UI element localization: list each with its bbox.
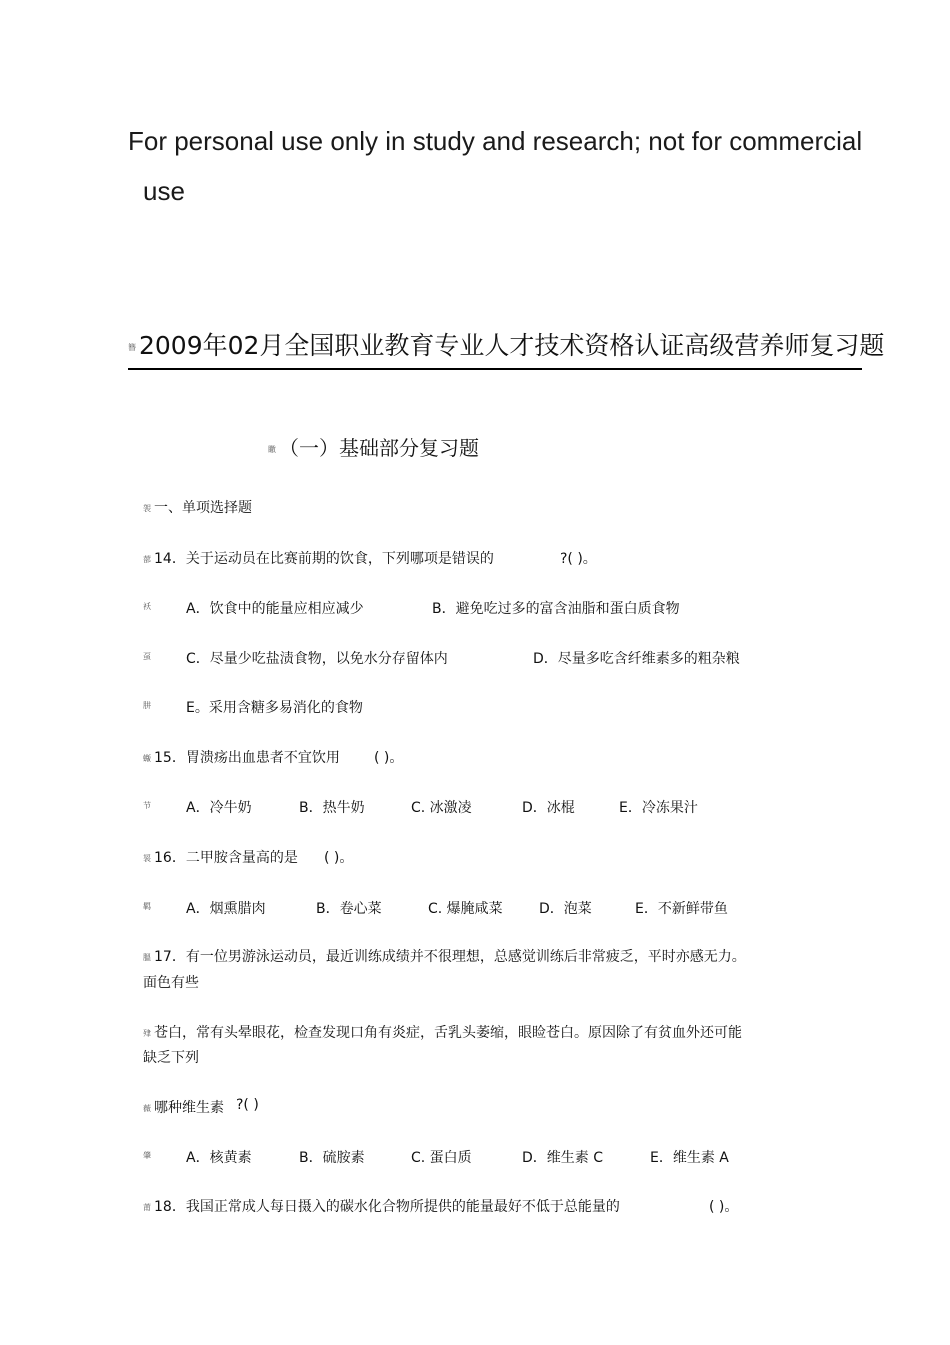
q14-options-row-2	[143, 648, 154, 664]
section-heading	[268, 432, 479, 461]
q17-line-1: 17．有一位男游泳运动员，最近训练成绩并不很理想，总感觉训练后非常疲乏，平时亦感无力。	[154, 949, 746, 965]
q17-line-2: 面色有些	[143, 975, 199, 991]
q17-paren: ?( )	[236, 1097, 259, 1113]
disclaimer-line-1: For personal use only in study and research; not for commercial	[128, 126, 863, 156]
q15-marker: 蝂	[143, 753, 151, 763]
title-underline	[128, 368, 862, 370]
part-marker: 袈	[143, 503, 151, 513]
q18-stem: 18．我国正常成人每日摄入的碳水化合物所提供的能量最好不低于总能量的	[154, 1199, 620, 1215]
q14-option-b: B．避免吃过多的富含油脂和蛋白质食物	[432, 601, 680, 617]
q14-row3-marker: 肼	[143, 700, 151, 710]
q14-option-a: A．饮食中的能量应相应减少	[186, 601, 364, 617]
q17-option-c: C. 蛋白质	[411, 1150, 472, 1166]
q17-line-5: 哪种维生素	[154, 1100, 224, 1116]
q14-row1-marker: 袄	[143, 601, 151, 611]
q17-option-a: A．核黄素	[186, 1150, 252, 1166]
q16-option-d: D．泡菜	[539, 901, 592, 917]
question-17	[143, 946, 746, 966]
q15-option-c: C. 冰激凌	[411, 800, 472, 816]
q16-option-a: A．烟熏腊肉	[186, 901, 266, 917]
q15-option-e: E．冷冻果汁	[619, 800, 698, 816]
q14-option-c: C．尽量少吃盐渍食物，以免水分存留体内	[186, 651, 448, 667]
q17-line-4: 缺乏下列	[143, 1050, 199, 1066]
part-heading	[143, 497, 252, 517]
q15-opts-marker: 节	[143, 800, 151, 810]
question-14	[143, 548, 494, 568]
q14-row2-marker: 虿	[143, 651, 151, 661]
q17-marker: 膃	[143, 952, 151, 962]
q15-options	[143, 797, 154, 813]
q14-marker: 蔀	[143, 554, 151, 564]
q16-options	[143, 898, 154, 914]
part-text: 一、单项选择题	[154, 500, 252, 516]
section-marker: 瞮	[268, 445, 276, 454]
q14-stem: 14．关于运动员在比赛前期的饮食，下列哪项是错误的	[154, 551, 494, 567]
q14-option-d: D．尽量多吃含纤维素多的粗杂粮	[533, 651, 740, 667]
q15-option-d: D．冰棍	[522, 800, 575, 816]
q17-marker-2: 肂	[143, 1028, 151, 1038]
q15-paren: ( )。	[374, 750, 404, 766]
q18-marker: 莆	[143, 1202, 151, 1212]
q16-option-e: E．不新鲜带鱼	[635, 901, 728, 917]
q14-options-row-3	[143, 697, 154, 713]
q16-option-b: B．卷心菜	[316, 901, 382, 917]
q17-options	[143, 1147, 154, 1163]
q17-option-d: D．维生素 C	[522, 1150, 604, 1166]
section-text: （一）基础部分复习题	[279, 436, 479, 460]
question-16	[143, 847, 298, 867]
q16-marker: 袃	[143, 853, 151, 863]
q16-paren: ( )。	[324, 850, 354, 866]
q17-marker-3: 薇	[143, 1103, 151, 1113]
q16-opts-marker: 羁	[143, 901, 151, 911]
document-title	[128, 326, 884, 362]
q16-stem: 16．二甲胺含量高的是	[154, 850, 298, 866]
q15-option-b: B．热牛奶	[299, 800, 365, 816]
title-text: 2009年02月全国职业教育专业人才技术资格认证高级营养师复习题	[139, 331, 885, 360]
q16-option-c: C. 爆腌咸菜	[428, 901, 503, 917]
q17-option-e: E．维生素 A	[650, 1150, 729, 1166]
q18-paren: ( )。	[709, 1199, 739, 1215]
q17-line-3-row	[143, 1022, 742, 1042]
q17-line-3: 苍白，常有头晕眼花，检查发现口角有炎症，舌乳头萎缩，眼睑苍白。原因除了有贫血外还可能	[154, 1025, 742, 1041]
q15-option-a: A．冷牛奶	[186, 800, 252, 816]
question-18	[143, 1196, 620, 1216]
q15-stem: 15．胃溃疡出血患者不宜饮用	[154, 750, 340, 766]
q17-option-b: B．硫胺素	[299, 1150, 365, 1166]
q17-opts-marker: 肇	[143, 1150, 151, 1160]
q17-line-5-row	[143, 1097, 224, 1117]
title-marker: 簪	[128, 342, 136, 352]
disclaimer-line-2: use	[143, 176, 185, 206]
q14-options-row-1	[143, 598, 154, 614]
q14-option-e: E。采用含糖多易消化的食物	[186, 700, 363, 716]
question-15	[143, 747, 340, 767]
q14-paren: ?( )。	[560, 551, 597, 567]
